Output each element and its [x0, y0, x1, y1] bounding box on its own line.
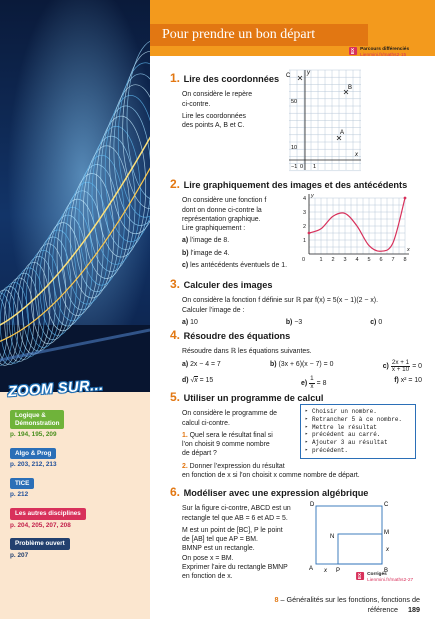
tick-label: 1 — [313, 164, 317, 170]
exercise-3 — [170, 276, 425, 327]
x-tick-label: 5 — [367, 257, 371, 263]
text-line: Calculer l’image de : — [182, 306, 245, 314]
chapter-number: 8 — [274, 595, 279, 604]
point-label-b: B — [348, 85, 353, 91]
program-line: ▸ Retrancher 5 à ce nombre. — [306, 416, 410, 424]
calculation-program — [300, 404, 416, 459]
chapter-title: Généralités sur les fonctions, fonctions de référence — [286, 595, 420, 614]
text-line: représentation graphique. — [182, 215, 261, 223]
origin-label: 0 — [302, 257, 306, 263]
parcours-label: Parcours différenciés — [360, 47, 410, 52]
text-line: Donner l’expression du résultat — [189, 462, 285, 470]
text-line: en fonction de x. — [182, 573, 233, 581]
corriges-link[interactable] — [356, 572, 413, 584]
program-line: ▸ précédent au carré. — [306, 431, 410, 439]
exercise-title: Résoudre des équations — [183, 331, 291, 341]
equation: = 0 — [412, 363, 422, 371]
text-line: de [AB] tel que AP = BM. — [182, 536, 258, 544]
x-tick-label: 4 — [355, 257, 359, 263]
y-tick-label: 2 — [303, 224, 307, 230]
point-label-c: C — [286, 73, 291, 79]
item-letter: a) — [182, 237, 189, 245]
x-tick-label: 2 — [331, 257, 335, 263]
point-label: A — [309, 566, 314, 572]
zoom-badge-algo[interactable]: Algo & Prog — [10, 448, 56, 460]
text-line: On considère la fonction f définie sur ℝ par f(x) = 5(x − 1)(2 − x). — [182, 297, 378, 305]
zoom-item-tice[interactable] — [10, 478, 145, 500]
page-title: Pour prendre un bon départ — [150, 24, 368, 46]
zoom-pages: p. 212 — [10, 491, 29, 499]
fraction-denominator: x — [310, 383, 314, 391]
exercise-number: 3. — [170, 277, 181, 291]
point-label-a: A — [340, 130, 345, 136]
rectangle-abcd — [316, 506, 382, 564]
exercise-number: 1. — [170, 71, 181, 85]
text-line: les antécédents éventuels de 1. — [190, 262, 287, 270]
text-line: Quel sera le résultat final si — [189, 431, 273, 439]
text-line: Lire graphiquement : — [182, 225, 246, 233]
text-line: ci-contre. — [182, 100, 211, 108]
zoom-label: Logique & — [15, 412, 46, 419]
zoom-item-algo[interactable] — [10, 448, 145, 470]
fraction-numerator: 1 — [310, 375, 314, 383]
exercise-number: 5. — [170, 390, 181, 404]
y-tick-label: 4 — [303, 196, 307, 202]
text-line: −3 — [294, 318, 303, 326]
text-line: M est un point de [BC], P le point — [182, 526, 283, 534]
equation: = 15 — [199, 377, 214, 385]
exercise-4-heading — [170, 327, 425, 343]
fraction-denominator: x + 10 — [391, 366, 410, 374]
exercise-title: Lire des coordonnées — [183, 74, 280, 84]
text-line: BMNP est un rectangle. — [182, 545, 255, 553]
zoom-pages: p. 204, 205, 207, 208 — [10, 521, 71, 529]
length-label: x — [386, 547, 389, 553]
point-label: M — [384, 530, 389, 536]
item-letter: b) — [270, 360, 277, 368]
page-footer — [225, 595, 420, 614]
page-number: 189 — [408, 604, 420, 614]
text-line: Lire les coordonnées — [182, 112, 246, 120]
item-letter: a) — [182, 318, 189, 326]
axis-label-y: y — [307, 70, 310, 76]
curve-endpoint — [308, 232, 311, 235]
text-line: On pose x = BM. — [182, 554, 234, 562]
question-number: 2. — [182, 462, 188, 470]
tick-label: 10 — [291, 145, 298, 151]
point-label: D — [310, 502, 315, 508]
fraction-numerator: 2x + 1 — [391, 358, 410, 366]
zoom-pages: p. 203, 212, 213 — [10, 461, 57, 469]
length-label: x — [324, 568, 327, 574]
exercise-5-heading — [170, 389, 425, 405]
zoom-pages: p. 207 — [10, 551, 29, 559]
x-tick-label: 6 — [379, 257, 383, 263]
item-letter: c) — [382, 363, 389, 371]
ex-tag: EX — [356, 572, 364, 580]
program-line: ▸ Mettre le résultat — [306, 424, 410, 432]
zoom-title: ZOOM SUR... — [7, 377, 105, 401]
tick-label: 50 — [291, 99, 298, 105]
coordinate-grid — [285, 66, 365, 174]
exercise-number: 4. — [170, 328, 181, 342]
text-line: On considère le programme de — [182, 410, 277, 418]
exercise-number: 2. — [170, 177, 181, 191]
point-label: B — [384, 568, 389, 574]
point-label: N — [330, 534, 335, 540]
y-tick-label: 1 — [303, 238, 307, 244]
program-line: ▸ Choisir un nombre. — [306, 408, 410, 416]
text-line: Résoudre dans ℝ les équations suivantes. — [182, 348, 312, 356]
rectangle-bmnp — [338, 534, 382, 564]
point-label: C — [384, 502, 389, 508]
text-line: Exprimer l’aire du rectangle BMNP — [182, 564, 288, 572]
item-letter: e) — [301, 380, 308, 388]
x-tick-label: 3 — [343, 257, 347, 263]
rectangle-figure — [306, 498, 396, 574]
x-tick-label: 8 — [403, 257, 407, 263]
bridge-photo — [0, 0, 150, 392]
radicand: x — [194, 377, 198, 385]
text-line: l’image de 4. — [190, 249, 230, 257]
corriges-label: Corrigés — [367, 572, 387, 577]
item-letter: c) — [370, 318, 377, 326]
exercise-number: 6. — [170, 485, 181, 499]
parcours-url[interactable]: Lienmini.fr/maths2-15 — [360, 53, 407, 59]
zoom-item-logique[interactable] — [10, 410, 145, 440]
question-number: 1. — [182, 431, 188, 439]
text-line: l’image de 8. — [190, 237, 230, 245]
zoom-badge-probleme[interactable]: Problème ouvert — [10, 538, 70, 550]
equation: x² = 10 — [400, 377, 422, 385]
tick-label: 0 — [300, 164, 304, 170]
exercise-title: Utiliser un programme de calcul — [183, 393, 324, 403]
curve-endpoint — [404, 197, 407, 200]
text-line: dont on donne ci-contre la — [182, 206, 262, 214]
tick-label: −1 — [291, 164, 298, 170]
item-letter: f) — [394, 377, 399, 385]
text-line: en fonction de x si l’on choisit x comme nombre de départ. — [182, 472, 360, 480]
program-line: ▸ Ajouter 3 au résultat — [306, 439, 410, 447]
item-letter: b) — [285, 318, 293, 326]
axis-label-x: x — [407, 247, 410, 253]
text-line: des points A, B et C. — [182, 122, 245, 130]
zoom-badge-tice[interactable]: TICE — [10, 478, 34, 490]
text-line: On considère le repère — [182, 91, 253, 99]
zoom-item-probleme[interactable] — [10, 538, 145, 560]
text-line: rectangle tel que AB = 6 et AD = 5. — [182, 514, 288, 522]
exercise-title: Calculer des images — [183, 280, 273, 290]
text-line: 10 — [190, 318, 198, 326]
zoom-pages: p. 194, 195, 209 — [10, 431, 57, 439]
item-letter: b) — [182, 249, 189, 257]
equation: = 8 — [316, 380, 327, 388]
y-tick-label: 3 — [303, 210, 307, 216]
corriges-url[interactable]: Lienmini.fr/maths2-27 — [367, 578, 414, 584]
text-line: l’on choisit 9 comme nombre — [182, 441, 270, 449]
sqrt-symbol: √ — [190, 377, 195, 385]
text-line: calcul ci-contre. — [182, 419, 230, 427]
x-tick-label: 1 — [319, 257, 323, 263]
point-label: P — [336, 568, 341, 574]
separator: – — [278, 595, 287, 604]
zoom-badge-logique[interactable] — [10, 410, 64, 429]
exercise-4 — [170, 327, 425, 391]
zoom-label: Démonstration — [15, 419, 60, 427]
equation: 2x − 4 = 7 — [190, 360, 221, 368]
x-tick-label: 7 — [391, 257, 395, 263]
text-line: Sur la figure ci-contre, ABCD est un — [182, 505, 291, 513]
equation: (3x + 6)(x − 7) = 0 — [278, 360, 334, 368]
text-line: 0 — [378, 318, 383, 326]
item-letter: a) — [182, 360, 189, 368]
item-letter: d) — [182, 377, 189, 385]
zoom-list — [10, 410, 145, 568]
item-letter: c) — [182, 262, 189, 270]
axis-label-y: y — [311, 193, 314, 199]
zoom-item-disciplines[interactable] — [10, 508, 145, 530]
parcours-link[interactable] — [349, 47, 409, 59]
function-graph — [295, 190, 415, 266]
text-line: de départ ? — [182, 450, 217, 458]
axis-label-x: x — [355, 152, 358, 158]
left-column — [0, 0, 150, 619]
program-line: ▸ précédent. — [306, 447, 410, 455]
ex-tag: EX — [349, 47, 357, 55]
exercise-3-heading — [170, 276, 425, 292]
exercise-title: Modéliser avec une expression algébrique — [183, 488, 369, 498]
exercise-title: Lire graphiquement des images et des antécédents — [183, 180, 408, 190]
text-line: On considère une fonction f — [182, 197, 267, 205]
zoom-badge-disciplines[interactable]: Les autres disciplines — [10, 508, 86, 520]
